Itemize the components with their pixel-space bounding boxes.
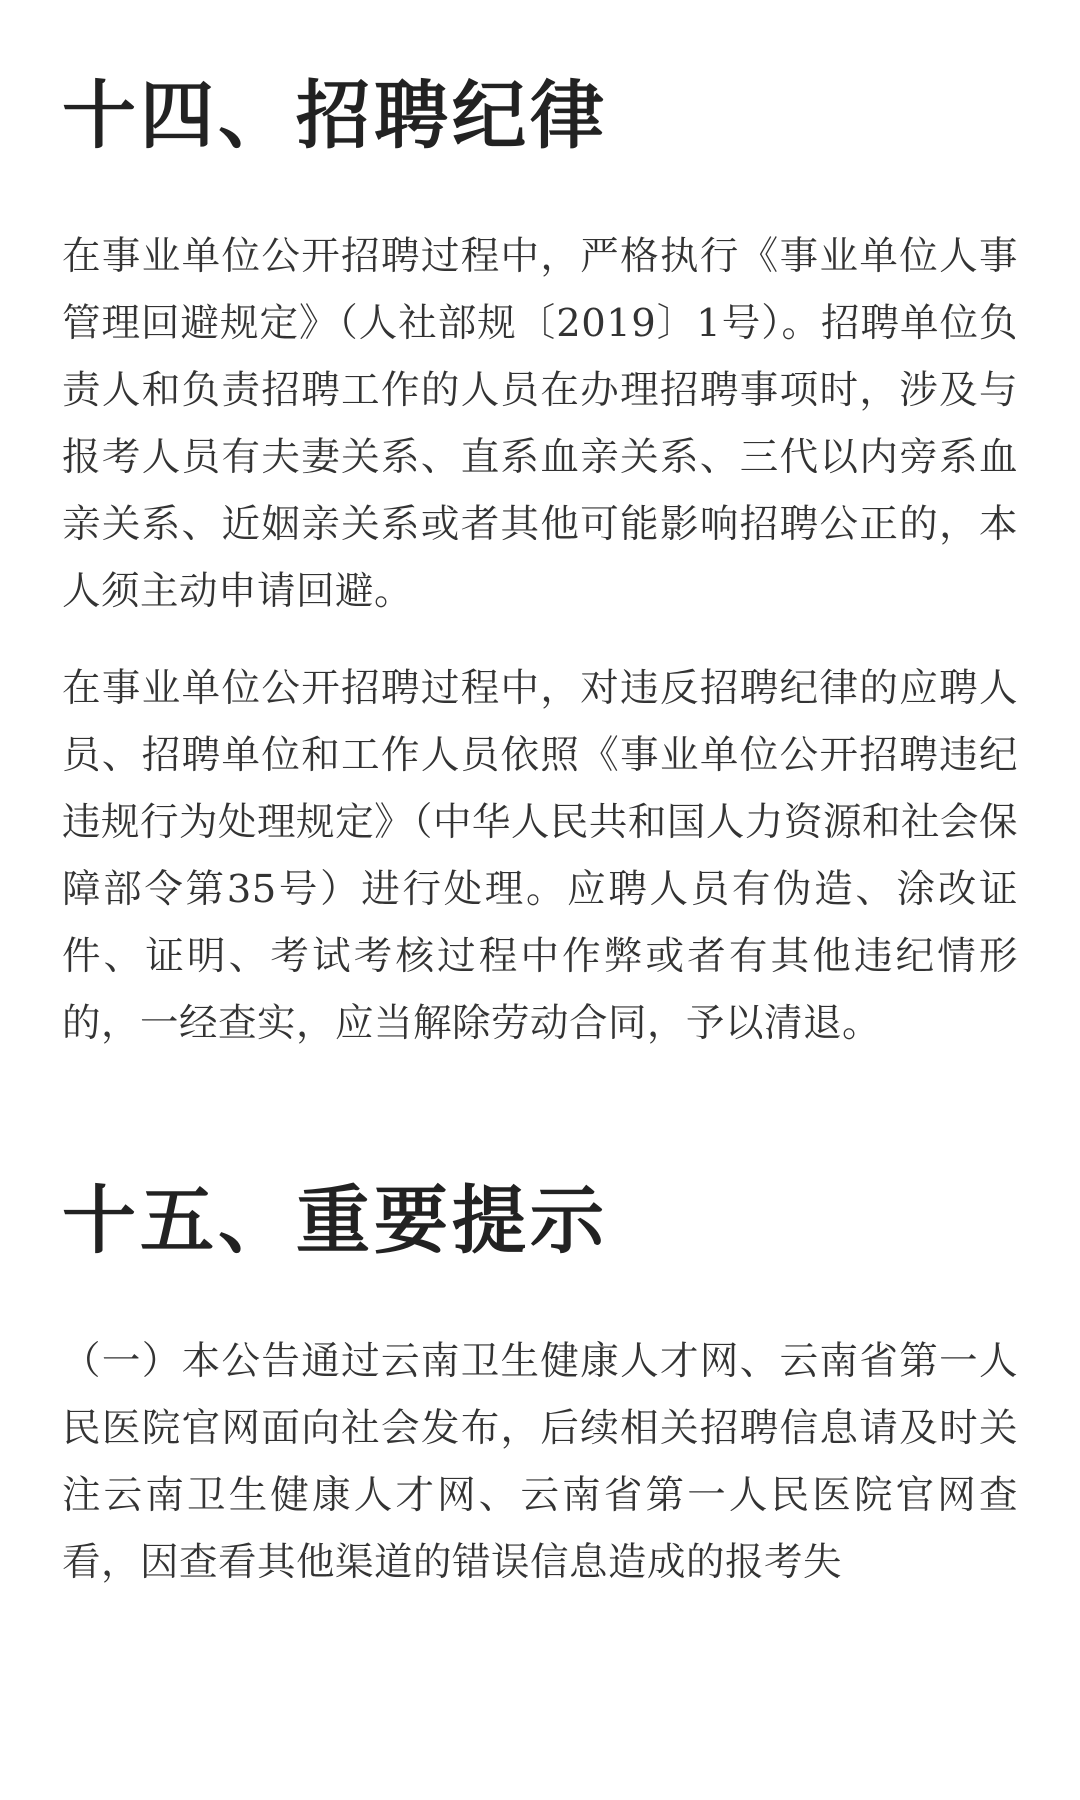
section-heading-recruitment-discipline: 十四、招聘纪律 — [62, 73, 608, 159]
paragraph-avoidance-rules: 在事业单位公开招聘过程中，严格执行《事业单位人事管理回避规定》（人社部规〔2019〕1号）。招聘单位负责人和负责招聘工作的人员在办理招聘事项时，涉及与报考人员有夫妻关系、直系血亲关系、三代以内旁系血亲关系、近姻亲关系或者其他可能影响招聘公正的，本人须主动申请回避。 — [62, 233, 1018, 614]
paragraph-notice-publication: （一）本公告通过云南卫生健康人才网、云南省第一人民医院官网面向社会发布，后续相关招聘信息请及时关注云南卫生健康人才网、云南省第一人民医院官网查看，因查看其他渠道的错误信息造成的报考失 — [62, 1338, 1018, 1585]
paragraph-violation-handling: 在事业单位公开招聘过程中，对违反招聘纪律的应聘人员、招聘单位和工作人员依照《事业单位公开招聘违纪违规行为处理规定》（中华人民共和国人力资源和社会保障部令第35号）进行处理。应聘人员有伪造、涂改证件、证明、考试考核过程中作弊或者有其他违纪情形的，一经查实，应当解除劳动合同，予以清退。 — [62, 665, 1018, 1046]
section-heading-important-notice: 十五、重要提示 — [62, 1177, 608, 1264]
